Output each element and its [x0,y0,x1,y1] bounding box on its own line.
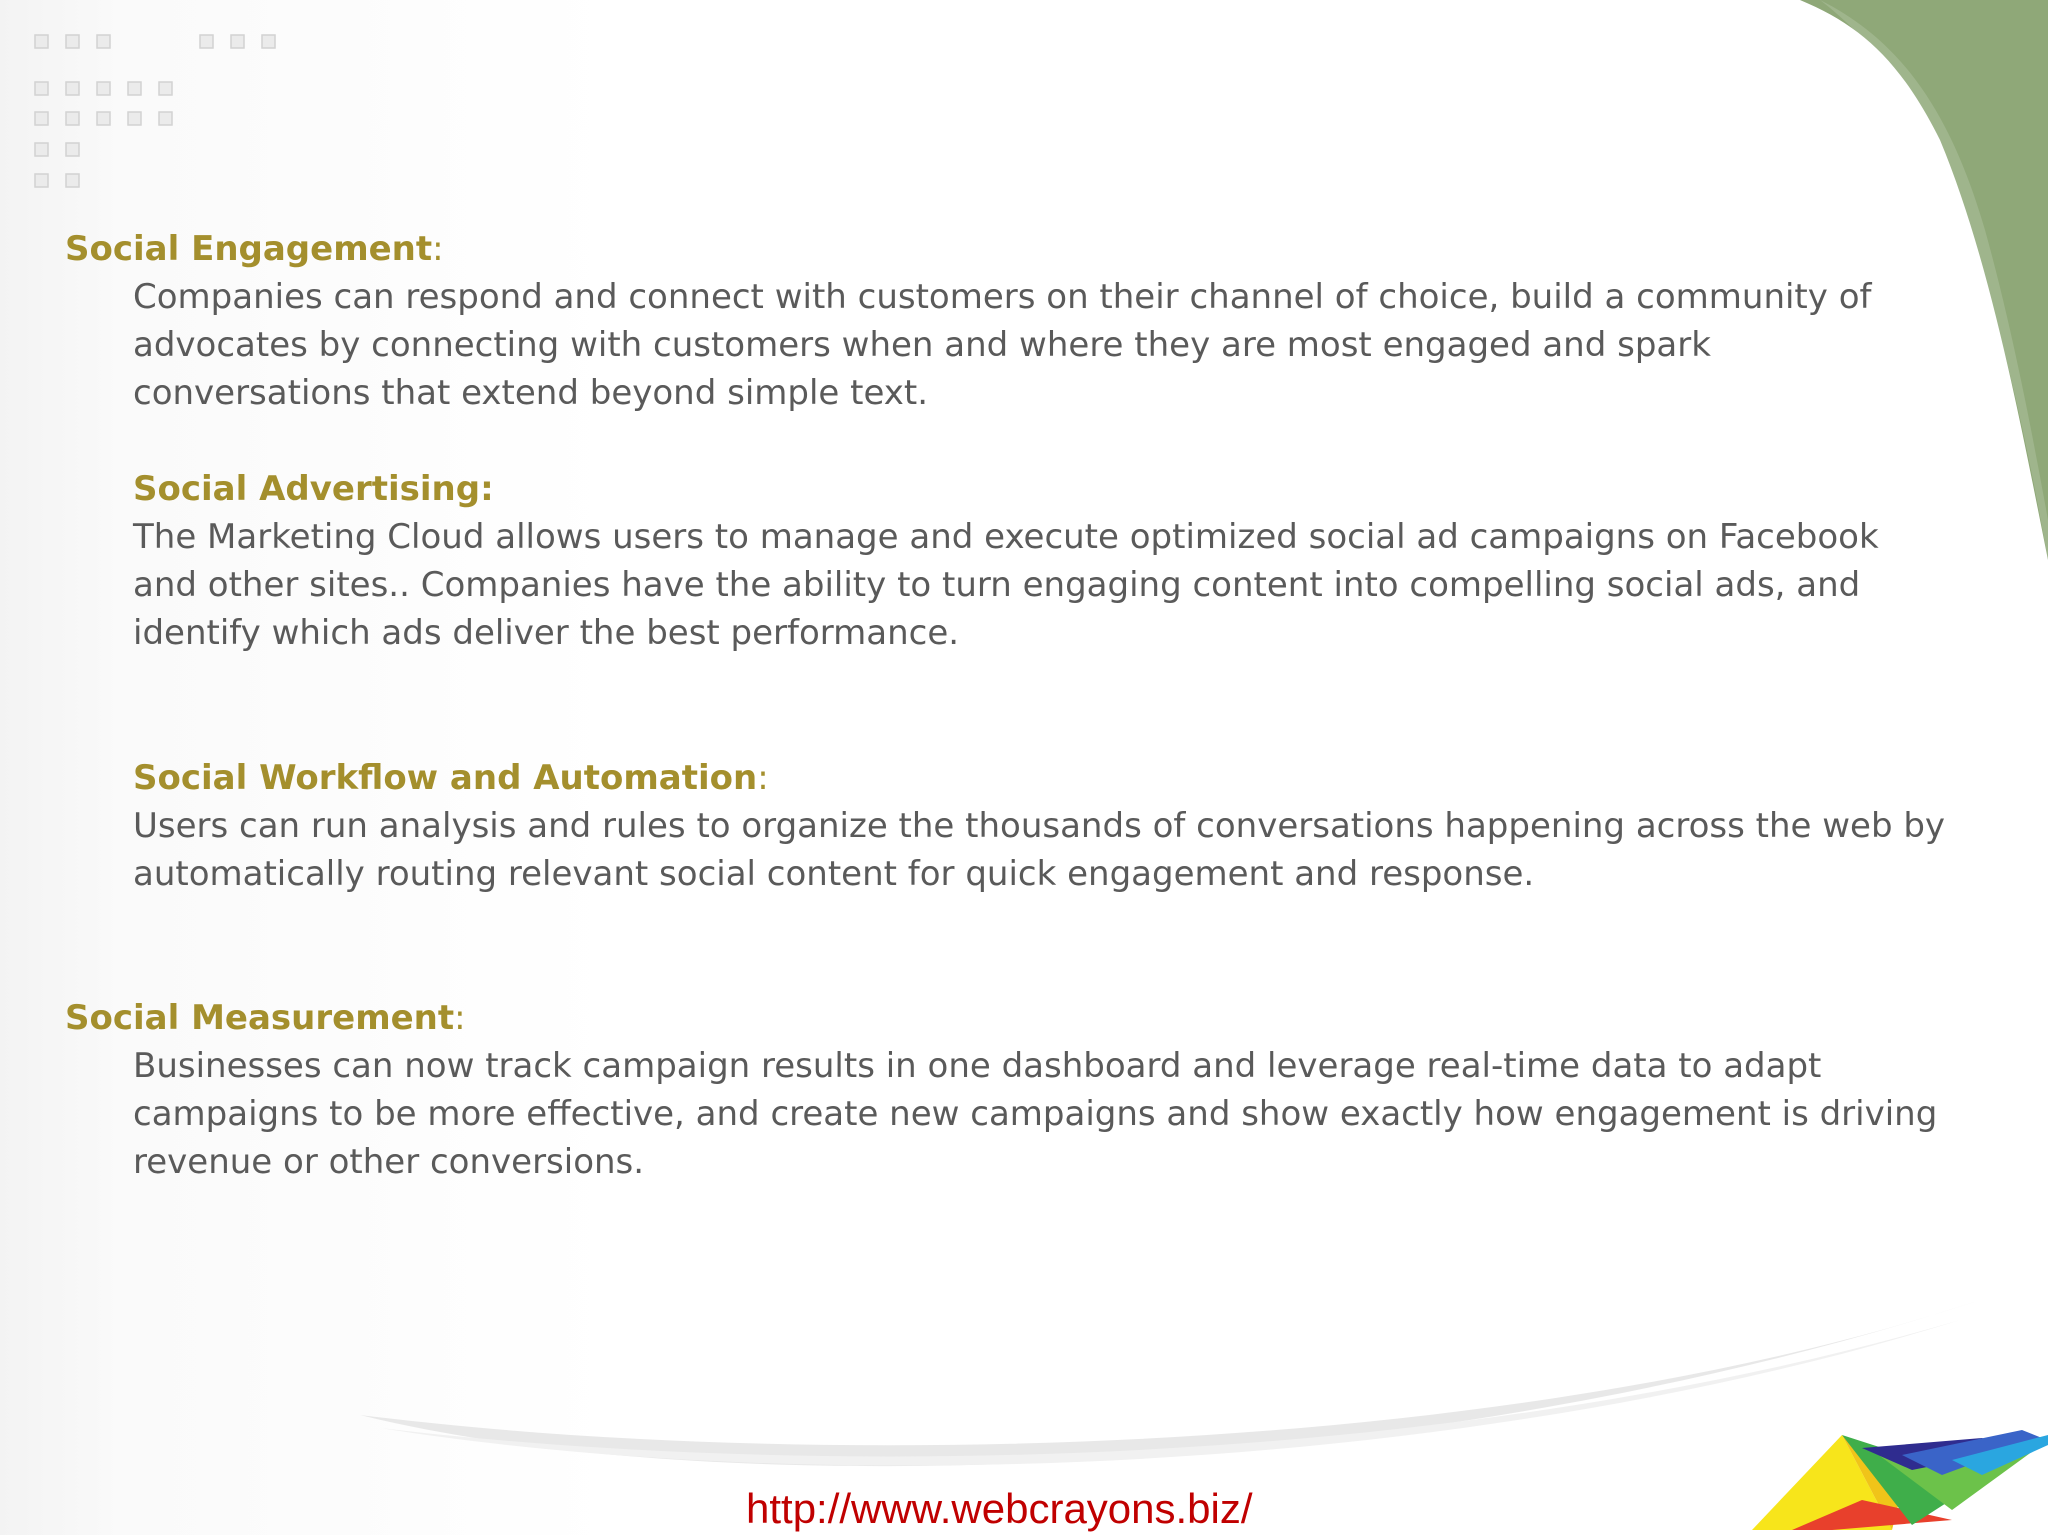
section-social-workflow [65,754,1945,898]
section-body: Businesses can now track campaign results in one dashboard and leverage real-time data to adapt campaigns to be more effective, and create new campaigns and show exactly how engagement is driving revenue or other conversions. [133,1046,1938,1182]
webcrayons-logo-icon [1752,1430,2048,1535]
section-body: Companies can respond and connect with customers on their channel of choice, build a community of advocates by connecting with customers when and where they are most engaged and spark conversations that extend beyond simple text. [133,277,1872,413]
section-heading [133,465,1879,513]
section-body: The Marketing Cloud allows users to manage and execute optimized social ad campaigns on Facebook and other sites.. Companies have the ability to turn engaging content into compelling social ads, and identify which ads deliver the best performance. [133,517,1879,653]
footer-url-link[interactable]: http://www.webcrayons.biz/ [746,1485,1253,1532]
section-body: Users can run analysis and rules to organize the thousands of conversations happening across the web by automatically routing relevant social content for quick engagement and response. [133,806,1946,894]
section-social-advertising [65,465,1879,657]
heading-text: Social Engagement [65,229,433,269]
section-social-engagement [65,225,1871,417]
section-heading [65,225,1871,273]
heading-colon: : [454,998,466,1038]
heading-text: Social Advertising: [133,469,494,509]
heading-colon: : [432,229,444,269]
section-heading [65,994,1937,1042]
heading-text: Social Workflow and Automation [133,758,758,798]
section-heading [133,754,1945,802]
heading-colon: : [757,758,769,798]
heading-text: Social Measurement [65,998,455,1038]
section-social-measurement [65,994,1937,1186]
decorative-dot-grid [0,0,300,200]
